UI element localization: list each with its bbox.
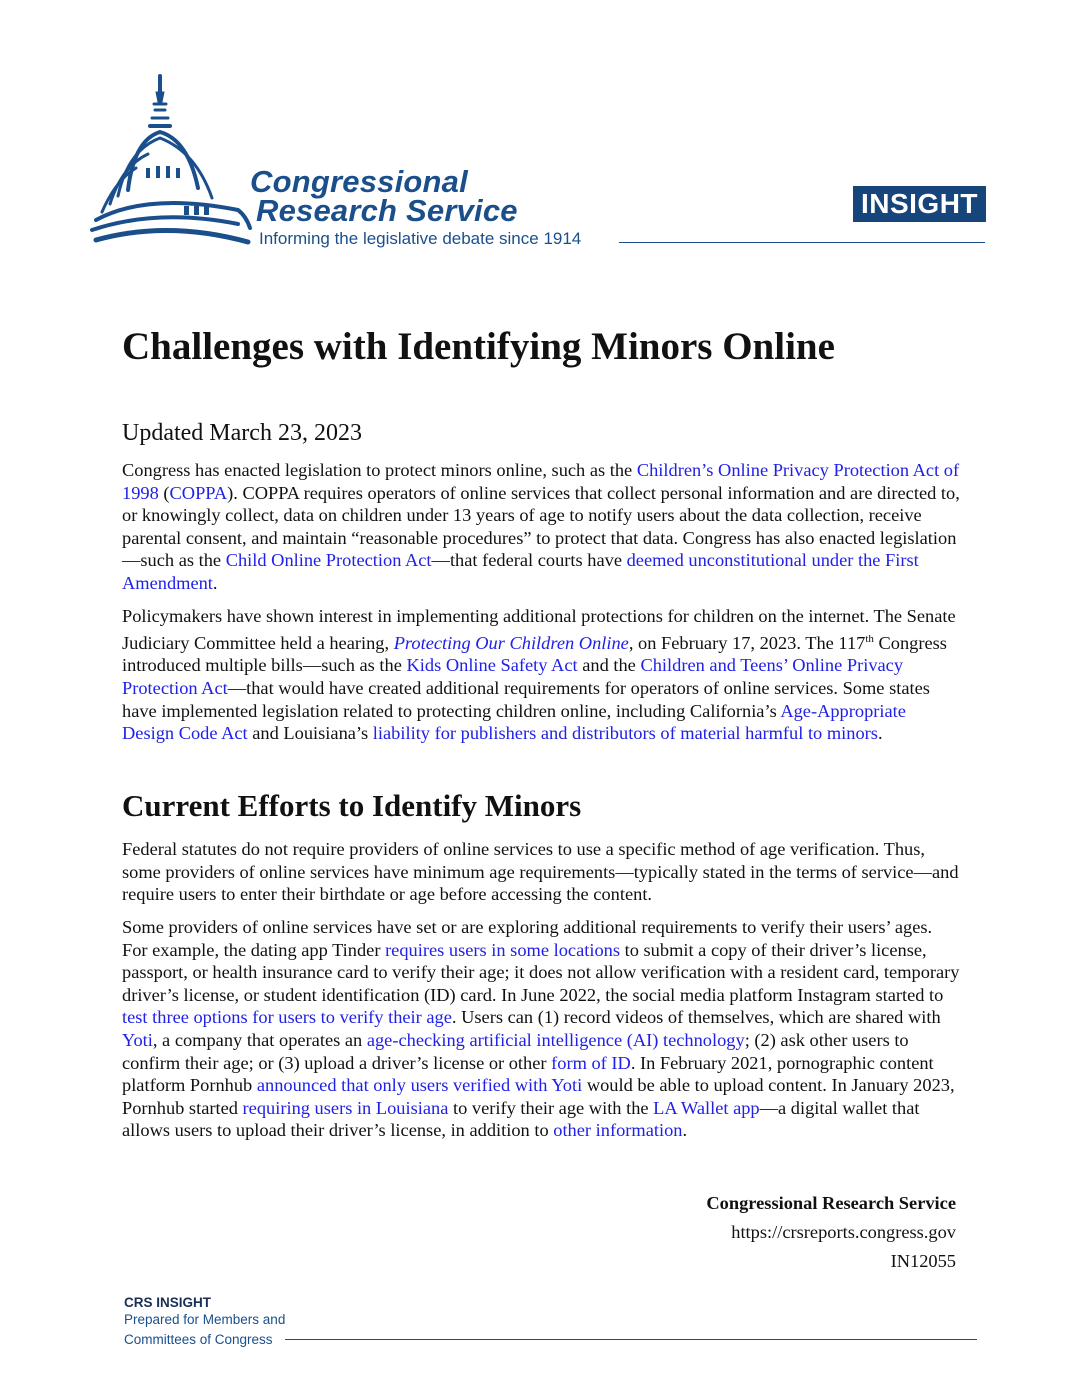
link-deemed-unconstitutional[interactable]: deemed unconstitutional under the First Amendment [122,550,919,593]
text-run: —that would have created additional requirements for operators of online services. Some states have implemented legislation related to protecting children online, including California’s [122,677,930,721]
header-divider [619,242,985,243]
link-la-wallet-app[interactable]: LA Wallet app [653,1097,760,1118]
footer-url[interactable]: https://crsreports.congress.gov [731,1222,956,1242]
link-requiring-users-louisiana[interactable]: requiring users in Louisiana [242,1097,449,1118]
text-run: ; (2) ask other users to confirm their age; or (3) upload a driver’s license or other [122,1029,909,1073]
link-children-teens-privacy-act[interactable]: Children and Teens’ Online Privacy Protection Act [122,655,904,698]
updated-date: Updated March 23, 2023 [122,420,362,446]
paragraph-providers [122,916,962,1142]
crs-prepared-line2: Committees of Congress [124,1332,273,1347]
text-run: . In February 2021, pornographic content platform Pornhub [122,1052,934,1096]
text-run: ( [158,482,170,503]
link-yoti[interactable]: Yoti [122,1029,153,1050]
link-other-information[interactable]: other information [553,1120,683,1141]
link-louisiana-liability[interactable]: liability for publishers and distributors of material harmful to minors [372,723,878,744]
text-run: Some providers of online services have set or are exploring additional requirements to verify their users’ ages. For example, the dating app Tinder [122,917,933,960]
brand-name-line2: Research Service [256,193,518,228]
text-run: , on February 17, 2023. The 117 [628,632,866,653]
text-run: to verify their age with the [448,1097,654,1118]
text-run: —a digital wallet that allows users to upload their driver’s license, in addition to [122,1097,920,1141]
crs-prepared-line1: Prepared for Members and [124,1312,286,1327]
section-heading: Current Efforts to Identify Minors [122,788,582,823]
text-run: —that federal courts have [431,550,627,571]
ordinal-suffix: th [865,632,874,645]
link-coppa-act[interactable]: Children’s Online Privacy Protection Act of 1998 [122,460,960,503]
text-run: to submit a copy of their driver’s license, passport, or health insurance card to verify their age; it does not allow verification with a resident card, temporary driver’s license, or student identification (ID) card. In June 2022, the social media platform Instagram started to [122,939,960,1005]
footer-organization: Congressional Research Service [706,1193,956,1213]
link-form-of-id[interactable]: form of ID [551,1052,631,1073]
text-run: Congress introduced multiple bills—such as the [122,632,947,676]
text-run: . [877,723,883,744]
text-run: would be able to upload content. In January 2023, Pornhub started [122,1075,955,1118]
text-run: Policymakers have shown interest in implementing additional protections for children on the internet. The Senate Judiciary Committee held a hearing, [122,606,956,653]
capitol-dome-logo-icon [88,70,253,250]
text-run: . Users can (1) record videos of themselves, which are shared with [451,1007,941,1028]
report-id: IN12055 [890,1251,956,1271]
link-child-online-protection-act[interactable]: Child Online Protection Act [225,550,432,571]
text-run: . [212,572,218,593]
paragraph-policymakers [122,605,962,745]
paragraph-intro [122,459,962,595]
text-run: and Louisiana’s [247,723,373,744]
link-age-appropriate-design-code[interactable]: Age-Appropriate Design Code Act [122,700,906,744]
text-run: , a company that operates an [152,1029,367,1050]
link-protecting-our-children-online[interactable]: Protecting Our Children Online [393,632,629,653]
text-run: Congress has enacted legislation to protect minors online, such as the [122,460,637,480]
link-coppa[interactable]: COPPA [169,482,228,503]
link-age-checking-ai[interactable]: age-checking artificial intelligence (AI) technology [366,1029,745,1050]
text-run: . [682,1120,688,1141]
paragraph-federal-statutes: Federal statutes do not require providers of online services to use a specific method of age verification. Thus, some providers of online services have minimum age requirements—typically stated in the terms of service—and require users to enter their birthdate or age before accessing the content. [122,839,959,905]
page-title: Challenges with Identifying Minors Online [122,325,835,368]
link-instagram-test[interactable]: test three options for users to verify their age [122,1007,452,1028]
text-run: and the [577,655,641,676]
link-pornhub-yoti[interactable]: announced that only users verified with Yoti [256,1075,583,1096]
insight-badge: INSIGHT [853,186,986,222]
link-tinder-requirements[interactable]: requires users in some locations [385,939,621,960]
footer-divider [285,1339,977,1340]
brand-name-line1: Congressional [250,164,468,199]
text-run: ). COPPA requires operators of online services that collect personal information and are directed to, or knowingly collect, data on children under 13 years of age to notify users about the data collection, receive parental consent, and maintain “reasonable procedures” to protect that data. Congress has also enacted legislation—such as the [122,482,960,571]
brand-tagline: Informing the legislative debate since 1914 [259,229,582,248]
crs-insight-label: CRS INSIGHT [124,1295,212,1310]
link-kids-online-safety-act[interactable]: Kids Online Safety Act [406,655,578,676]
